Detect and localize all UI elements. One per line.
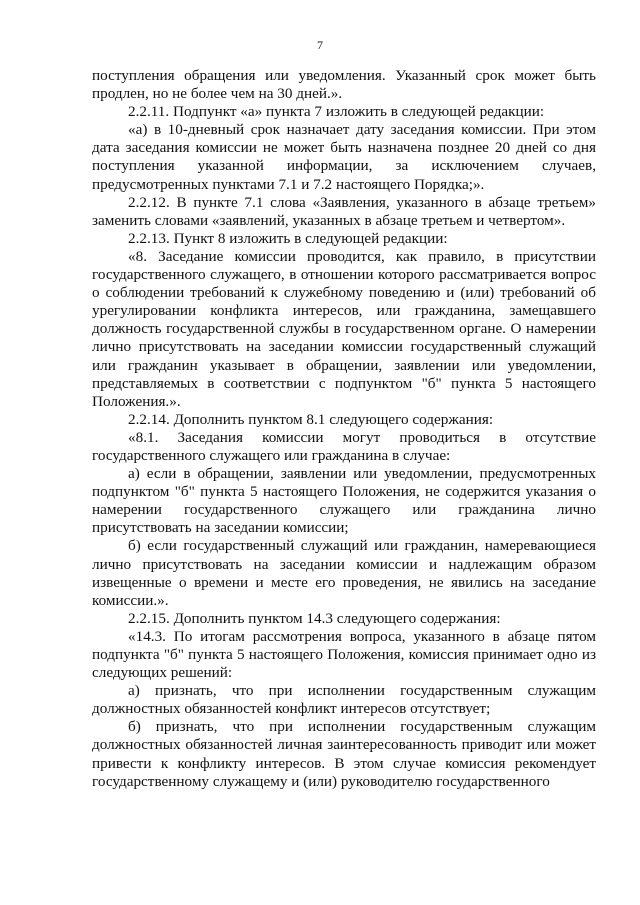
paragraph-2-2-11: 2.2.11. Подпункт «а» пункта 7 изложить в следующей редакции: [128, 103, 545, 121]
paragraph-quote-7a: «а) в 10-дневный срок назначает дату заседания комиссии. При этом дата заседания комиссии не может быть назначена позднее 20 дней со дня поступления указанной информации, за исключением случаев, предусмотренных пунктами 7.1 и 7.2 настоящего Порядка;». [92, 121, 596, 193]
paragraph-2-2-13: 2.2.13. Пункт 8 изложить в следующей редакции: [128, 229, 448, 247]
paragraph-quote-8-1: «8.1. Заседания комиссии могут проводиться в отсутствие государственного служащего или гражданина в случае: [92, 428, 596, 464]
paragraph-2-2-12: 2.2.12. В пункте 7.1 слова «Заявления, указанного в абзаце третьем» заменить словами «заявлений, указанных в абзаце третьем и четвертом». [92, 193, 596, 229]
page-number: 7 [317, 38, 323, 52]
paragraph-14-3-b: б) признать, что при исполнении государственным служащим должностных обязанностей личная заинтересованность приводит или может привести к конфликту интересов. В этом случае комиссия рекомендует государственному служащему и (или) руководителю государственного [92, 718, 596, 790]
paragraph-8-1-a: а) если в обращении, заявлении или уведомлении, предусмотренных подпунктом "б" пункта 5 настоящего Положения, не содержится указания о намерении государственного служащего или гражданина лично присутствовать на заседании комиссии; [92, 465, 596, 537]
paragraph-8-1-b: б) если государственный служащий или гражданин, намеревающиеся лично присутствовать на заседании комиссии и надлежащим образом извещенные о времени и месте его проведения, не явились на заседание комиссии.». [92, 537, 596, 609]
paragraph-2-2-14: 2.2.14. Дополнить пунктом 8.1 следующего содержания: [128, 410, 494, 428]
paragraph-2-2-15: 2.2.15. Дополнить пунктом 14.3 следующего содержания: [128, 609, 501, 627]
document-body [92, 67, 596, 791]
paragraph-continuation: поступления обращения или уведомления. Указанный срок может быть продлен, но не более чем на 30 дней.». [92, 67, 596, 103]
paragraph-quote-8: «8. Заседание комиссии проводится, как правило, в присутствии государственного служащего, в отношении которого рассматривается вопрос о соблюдении требований к служебному поведению и (или) требований об урегулировании конфликта интересов, или гражданина, замещавшего должность государственной службы в государственном органе. О намерении лично присутствовать на заседании комиссии государственный служащий или гражданин указывает в обращении, заявлении или уведомлении, представляемых в соответствии с подпунктом "б" пункта 5 настоящего Положения.». [92, 247, 596, 410]
paragraph-14-3-a: а) признать, что при исполнении государственным служащим должностных обязанностей конфликт интересов отсутствует; [92, 682, 596, 718]
paragraph-quote-14-3: «14.3. По итогам рассмотрения вопроса, указанного в абзаце пятом подпункта "б" пункта 5 настоящего Положения, комиссия принимает одно из следующих решений: [92, 627, 596, 682]
